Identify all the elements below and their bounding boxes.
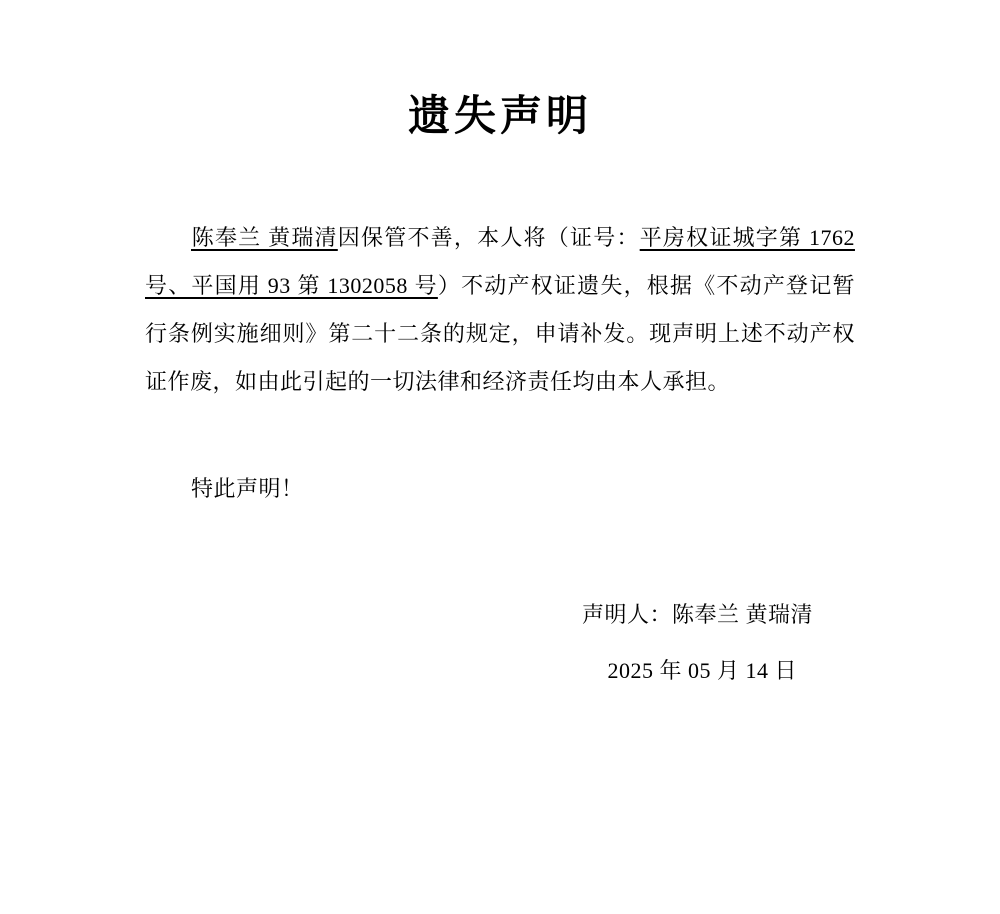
document-body	[145, 214, 855, 510]
signature-line	[145, 592, 855, 638]
signature-block	[145, 592, 855, 694]
signature-name: 陈奉兰 黄瑞清	[671, 602, 813, 628]
body-paragraph	[145, 214, 855, 406]
page-title: 遗失声明	[407, 94, 592, 140]
certificate-numbers-underlined: 平房权证城字第 1762 号、平国用 93 第 1302058 号	[145, 225, 855, 299]
closing-statement	[145, 468, 855, 510]
body-text-after-names: 因保管不善，本人将（证号：	[337, 225, 640, 251]
signature-label: 声明人：	[581, 602, 672, 628]
signature-date: 2025 年 05 月 14 日	[607, 658, 797, 684]
closing-text: 特此声明！	[191, 476, 304, 502]
declarant-names-underlined: 陈奉兰 黄瑞清	[191, 225, 338, 251]
body-text-tail: ）不动产权证遗失，根据《不动产登记暂行条例实施细则》第二十二条的规定，申请补发。现声明上述不动产权证作废，如由此引起的一切法律和经济责任均由本人承担。	[145, 273, 855, 395]
document-page	[0, 92, 1000, 914]
